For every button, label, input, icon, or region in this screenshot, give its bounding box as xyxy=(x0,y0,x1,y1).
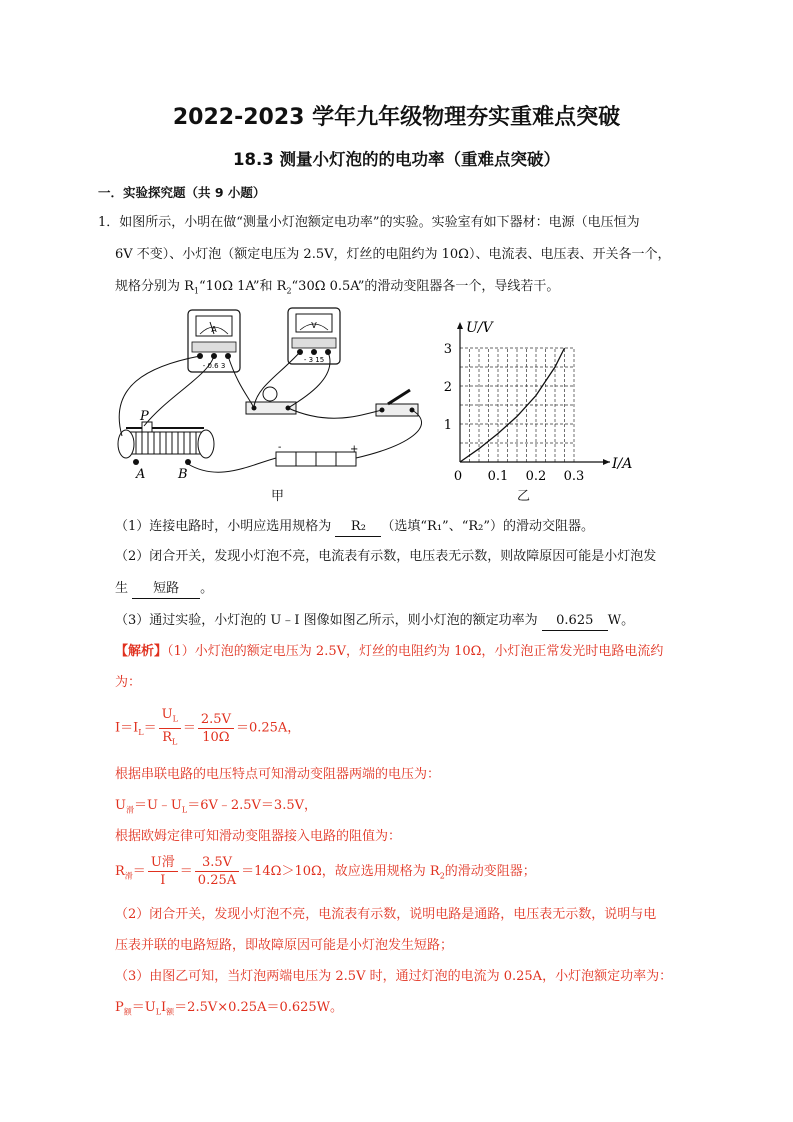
x-tick-label: 0 xyxy=(453,469,463,484)
question-line-2: 6V 不变）、小灯泡（额定电压为 2.5V，灯丝的电阻约为 10Ω）、电流表、电压表、开关各一个， xyxy=(115,247,671,262)
x-axis-label: I/A xyxy=(612,456,633,472)
voltmeter-label: V xyxy=(311,321,317,330)
question-line-3: 规格分别为 $R_1“10\Omega$ 1A”和 $R_2“30\Omega$ 0.5A”的滑动变阻器各一个，导线若干。 xyxy=(115,279,560,296)
label-a: A xyxy=(136,467,146,482)
equation-2: $R_滑=$ $\frac{\text{U滑}}{I}$ ＝ $\frac{3.5V}{0.25A}$ ＝14Ω＞10Ω，故应选用规格为 $R_2$的滑动变阻器； xyxy=(115,855,536,888)
y-axis-label: U/V xyxy=(466,320,493,336)
section-heading: 一．实验探究题（共 9 小题） xyxy=(98,185,266,200)
analysis-line-5: 根据欧姆定律可知滑动变阻器接入电路的阻值为： xyxy=(115,829,402,844)
bulb-icon xyxy=(246,387,296,414)
ui-graph xyxy=(440,312,633,490)
ammeter-scale: - 0.6 3 xyxy=(202,362,226,370)
figure-caption-right: 乙 xyxy=(517,489,531,504)
circuit-diagram xyxy=(108,306,438,486)
page-title: 2022-2023 学年九年级物理夯实重难点突破 xyxy=(172,105,621,130)
analysis-line-1: 【解析】（1）小灯泡的额定电压为 2.5V，灯丝的电阻约为 10Ω，小灯泡正常发光时电路电流约 xyxy=(115,644,664,659)
part-3: （3）通过实验，小灯泡的 U﹣I 图像如图乙所示，则小灯泡的额定功率为 0.625 W。 xyxy=(115,612,634,631)
x-tick-label: 0.1 xyxy=(487,469,509,484)
analysis-line-3: 根据串联电路的电压特点可知滑动变阻器两端的电压为： xyxy=(115,767,441,782)
ammeter-label: A xyxy=(211,325,217,334)
answer-1: R₂ xyxy=(335,518,381,537)
analysis-line-9: $P_额=U_LI_额=2.5V\times 0.25A=0.625W$。 xyxy=(115,1000,344,1017)
question-line-1: 1．如图所示，小明在做“测量小灯泡额定电功率”的实验。实验室有如下器材：电源（电压恒为 xyxy=(98,215,640,230)
switch-icon xyxy=(376,390,418,416)
label-p: P xyxy=(140,409,149,424)
y-axis-arrow-icon xyxy=(457,322,463,329)
x-axis-arrow-icon xyxy=(603,459,610,465)
analysis-line-2: 为： xyxy=(115,675,142,690)
equation-1: $I=I_L=$ $\frac{U_L}{R_L}$ ＝ $\frac{2.5V}{10\Omega}$ ＝0.25A， xyxy=(115,707,301,747)
analysis-tag: 【解析】 xyxy=(115,644,168,659)
analysis-line-7: 压表并联的电路短路，即故障原因可能是小灯泡发生短路； xyxy=(115,938,454,953)
answer-2: 短路 xyxy=(132,580,200,599)
label-b: B xyxy=(178,467,188,482)
y-tick-label: 1 xyxy=(443,418,452,433)
answer-3: 0.625 xyxy=(542,612,608,631)
y-tick-label: 3 xyxy=(443,342,452,357)
battery-icon xyxy=(276,452,356,466)
analysis-line-6: （2）闭合开关，发现小灯泡不亮，电流表有示数，说明电路是通路，电压表无示数，说明与电 xyxy=(115,907,657,922)
y-tick-label: 2 xyxy=(443,380,452,395)
x-tick-label: 0.3 xyxy=(563,469,585,484)
part-2-line-1: （2）闭合开关，发现小灯泡不亮，电流表有示数，电压表无示数，则故障原因可能是小灯泡发 xyxy=(115,549,657,564)
figure-caption-left: 甲 xyxy=(271,489,285,504)
analysis-line-4: $U_滑=U﹣U_L=6V﹣2.5V=3.5V$， xyxy=(115,798,317,815)
battery-minus-label: - xyxy=(278,442,282,453)
battery-plus-label: + xyxy=(350,444,359,455)
page-subtitle: 18.3 测量小灯泡的的电功率（重难点突破） xyxy=(233,150,560,169)
rheostat-icon xyxy=(118,422,214,465)
part-2-line-2: 生 短路 。 xyxy=(115,580,213,599)
analysis-line-8: （3）由图乙可知，当灯泡两端电压为 2.5V 时，通过灯泡的电流为 0.25A，小灯泡额定功率为： xyxy=(115,969,673,984)
voltmeter-scale: - 3 15 xyxy=(303,356,325,364)
part-1: （1）连接电路时，小明应选用规格为 R₂ （选填“R₁”、“R₂”）的滑动交阻器。 xyxy=(115,518,594,537)
x-tick-label: 0.2 xyxy=(525,469,547,484)
